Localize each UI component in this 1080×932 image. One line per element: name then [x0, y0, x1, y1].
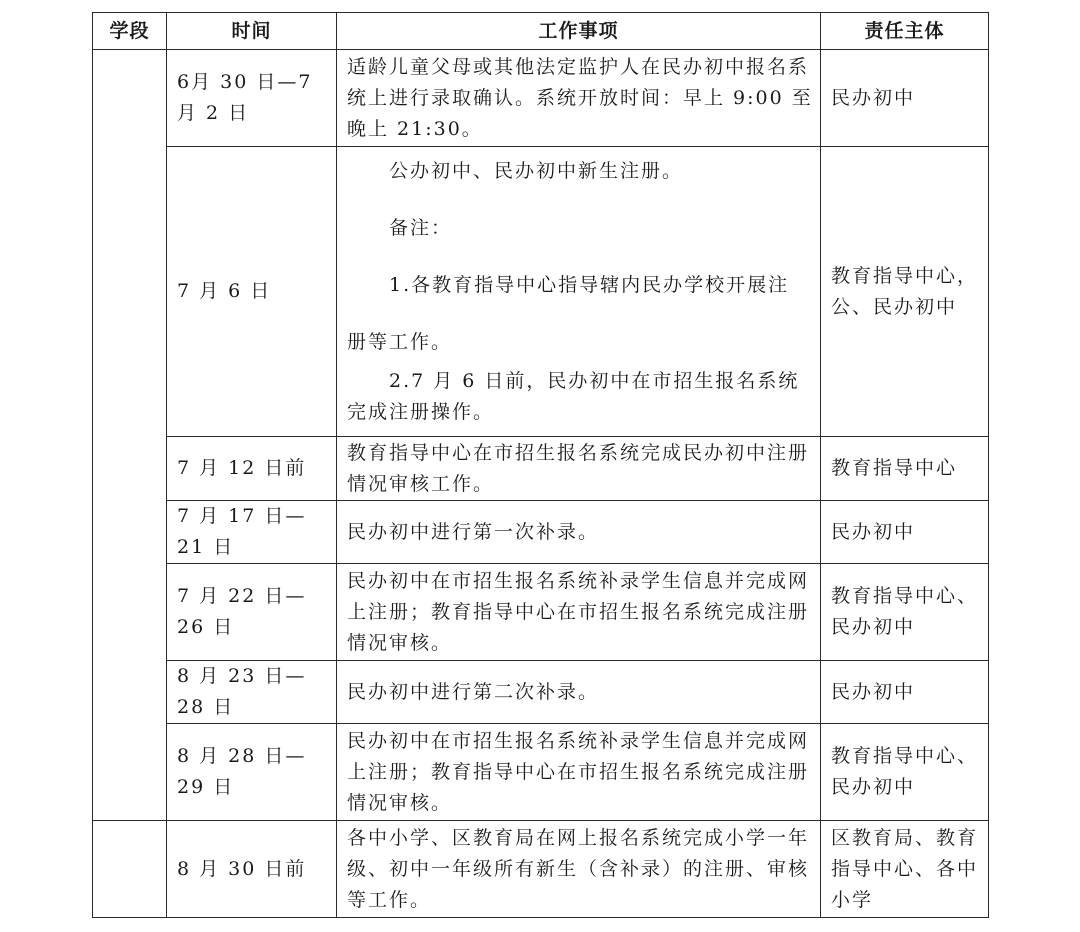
responsible-cell: 教育指导中心，公、民办初中	[821, 147, 989, 437]
time-cell: 7 月 12 日前	[167, 437, 337, 501]
header-task: 工作事项	[337, 13, 821, 50]
stage-cell	[93, 50, 167, 821]
task-cell	[337, 147, 821, 437]
task-cell: 民办初中进行第二次补录。	[337, 661, 821, 724]
time-cell: 6月 30 日—7 月 2 日	[167, 50, 337, 147]
task-paragraph: 1.各教育指导中心指导辖内民办学校开展注	[389, 273, 790, 296]
responsible-cell: 教育指导中心、民办初中	[821, 564, 989, 661]
time-cell: 8 月 28 日—29 日	[167, 724, 337, 821]
task-cell: 各中小学、区教育局在网上报名系统完成小学一年级、初中一年级所有新生（含补录）的注册、审核等工作。	[337, 821, 821, 918]
task-cell: 民办初中在市招生报名系统补录学生信息并完成网上注册；教育指导中心在市招生报名系统完成注册情况审核。	[337, 724, 821, 821]
time-cell: 7 月 22 日—26 日	[167, 564, 337, 661]
task-paragraph: 册等工作。	[347, 330, 453, 353]
header-time: 时间	[167, 13, 337, 50]
responsible-cell: 教育指导中心、民办初中	[821, 724, 989, 821]
table-row	[93, 821, 989, 918]
responsible-cell: 教育指导中心	[821, 437, 989, 501]
table-row	[93, 724, 989, 821]
responsible-cell: 民办初中	[821, 661, 989, 724]
task-cell: 民办初中进行第一次补录。	[337, 501, 821, 564]
responsible-cell: 民办初中	[821, 50, 989, 147]
time-cell: 8 月 30 日前	[167, 821, 337, 918]
table-row	[93, 501, 989, 564]
table-row	[93, 147, 989, 437]
table-row	[93, 564, 989, 661]
table-row	[93, 661, 989, 724]
task-cell: 教育指导中心在市招生报名系统完成民办初中注册情况审核工作。	[337, 437, 821, 501]
table-header-row	[93, 13, 989, 50]
table-row	[93, 50, 989, 147]
task-paragraph: 公办初中、民办初中新生注册。	[389, 159, 684, 182]
time-cell: 7 月 17 日—21 日	[167, 501, 337, 564]
task-cell: 适龄儿童父母或其他法定监护人在民办初中报名系统上进行录取确认。系统开放时间：早上 9:00 至晚上 21:30。	[337, 50, 821, 147]
task-paragraph: 2.7 月 6 日前，民办初中在市招生报名系统完成注册操作。	[347, 369, 800, 423]
stage-cell	[93, 821, 167, 918]
task-cell: 民办初中在市招生报名系统补录学生信息并完成网上注册；教育指导中心在市招生报名系统完成注册情况审核。	[337, 564, 821, 661]
table-row	[93, 437, 989, 501]
task-paragraph: 备注：	[389, 216, 453, 239]
header-responsible: 责任主体	[821, 13, 989, 50]
schedule-table	[92, 12, 989, 918]
time-cell: 7 月 6 日	[167, 147, 337, 437]
responsible-cell: 民办初中	[821, 501, 989, 564]
header-stage: 学段	[93, 13, 167, 50]
responsible-cell: 区教育局、教育指导中心、各中小学	[821, 821, 989, 918]
time-cell: 8 月 23 日—28 日	[167, 661, 337, 724]
